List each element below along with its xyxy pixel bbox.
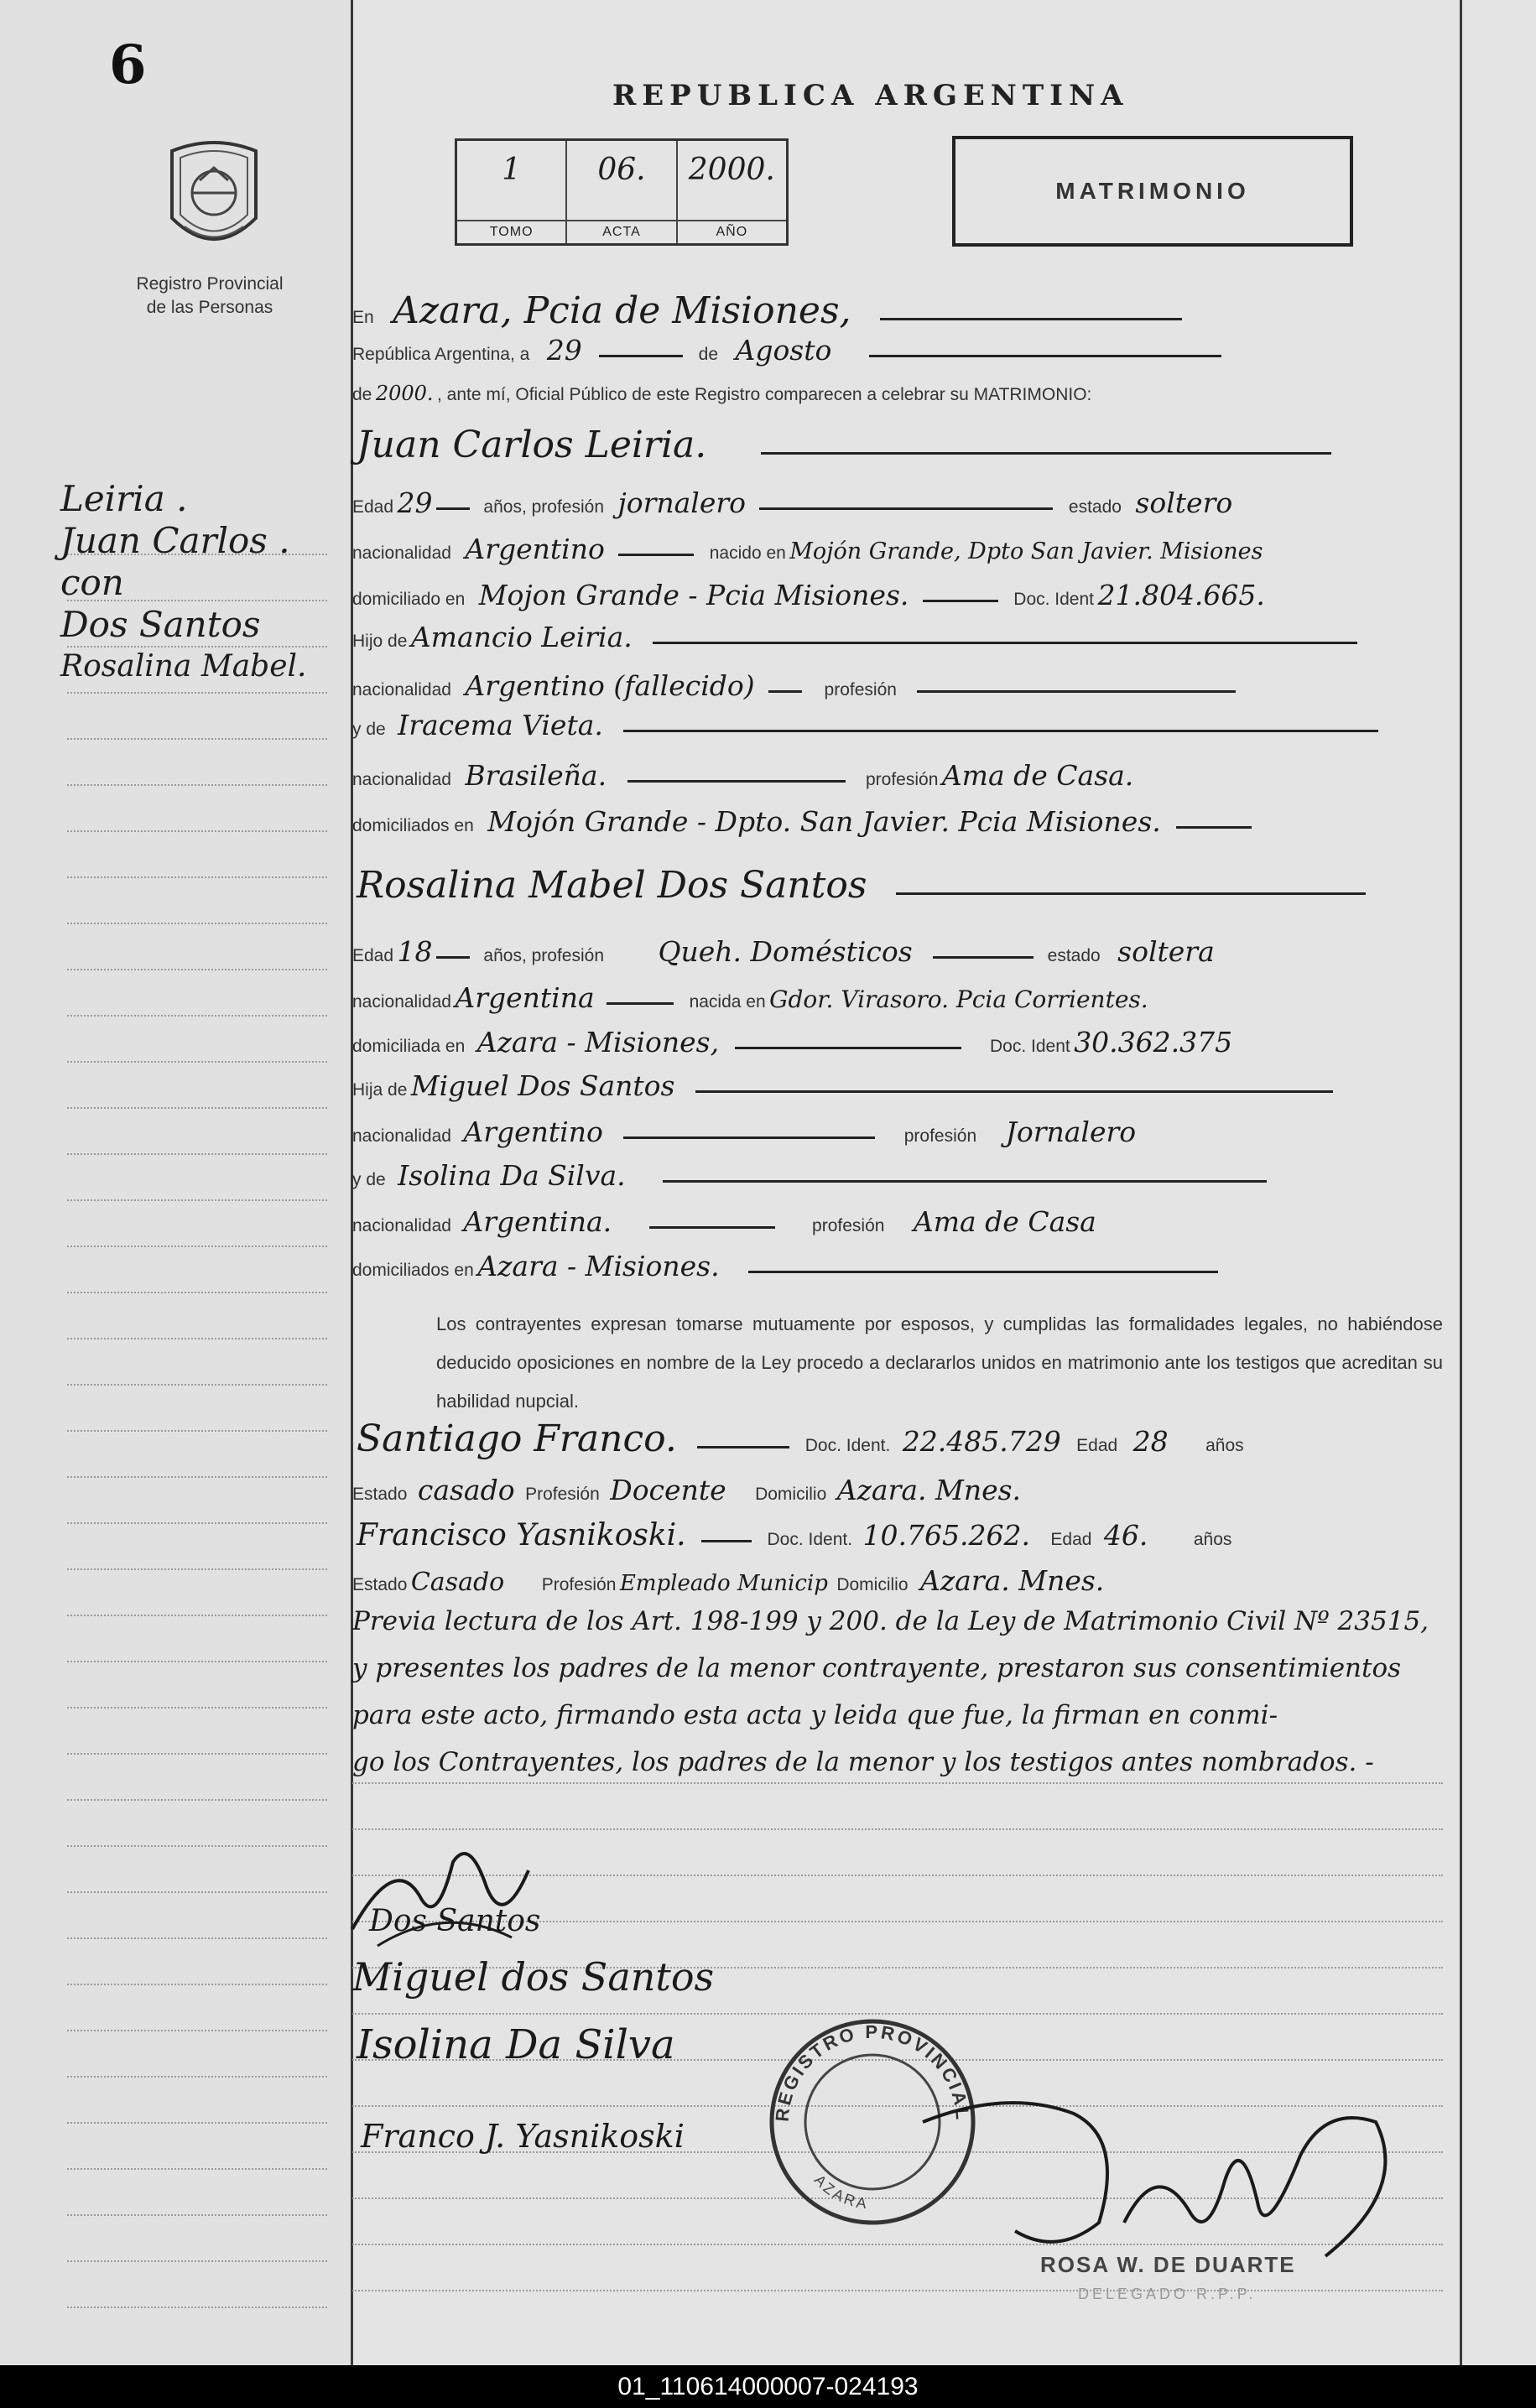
bride-father-profession: Jornalero <box>1005 1116 1137 1148</box>
profesion-label: Profesión <box>541 1575 617 1594</box>
anos-profesion-label: años, profesión <box>483 946 605 965</box>
bride-doc: 30.362.375 <box>1074 1026 1233 1058</box>
domiciliados-label: domiciliados en <box>352 816 474 835</box>
fill-line <box>618 554 694 556</box>
ano-label: AÑO <box>678 220 786 243</box>
ano-cell <box>678 141 786 243</box>
bride-father-nationality: Argentino <box>463 1116 603 1148</box>
anos-profesion-label: años, profesión <box>483 497 605 517</box>
fill-line <box>607 1002 674 1005</box>
tomo-cell <box>457 141 567 243</box>
fill-line <box>933 956 1034 959</box>
groom-father-line <box>352 621 1357 661</box>
ante-text: , ante mí, Oficial Público de este Registro comparecen a celebrar su MATRIMONIO: <box>436 385 1092 404</box>
groom-parents-domicile: Mojón Grande - Dpto. San Javier. Pcia Misiones. <box>487 805 1161 838</box>
intro-ante-line <box>352 382 1091 422</box>
domiciliado-label: domiciliado en <box>352 590 466 609</box>
fill-line <box>1176 826 1252 829</box>
domiciliada-label: domiciliada en <box>352 1037 466 1056</box>
bride-domicile-line <box>352 1026 1232 1066</box>
ano-value: 2000. <box>688 153 775 187</box>
anos-label: años <box>1193 1530 1232 1549</box>
groom-age: 29 <box>397 486 433 519</box>
acta-label: ACTA <box>567 220 675 243</box>
stamp-bottom-text: AZARA <box>810 2171 871 2213</box>
republica-label: República Argentina, a <box>352 345 530 364</box>
margin-note-line: Dos Santos <box>60 604 261 645</box>
bride-parents-domicile-line <box>352 1250 1218 1290</box>
edad-label: Edad <box>1076 1436 1118 1455</box>
bride-mother-profession: Ama de Casa <box>913 1205 1096 1238</box>
y-de-label: y de <box>352 720 386 739</box>
bride-nationality: Argentina <box>455 981 595 1014</box>
groom-name-line <box>352 424 1331 464</box>
profesion-label: profesión <box>824 680 897 700</box>
fill-line <box>923 600 998 602</box>
groom-profession: jornalero <box>617 486 746 519</box>
volume-act-year-box <box>455 138 789 246</box>
handwritten-note-line: y presentes los padres de la menor contrayente, prestaron sus consentimientos <box>352 1653 1402 1683</box>
fill-line <box>917 690 1236 693</box>
nacionalidad-label: nacionalidad <box>352 1216 451 1235</box>
witness1-details-line <box>352 1474 1021 1514</box>
fill-line <box>695 1090 1333 1093</box>
nacido-label: nacido en <box>709 543 786 563</box>
groom-mother-nationality: Brasileña. <box>465 759 607 792</box>
fill-line <box>653 642 1357 644</box>
fill-line <box>627 780 846 783</box>
nacionalidad-label: nacionalidad <box>352 770 451 789</box>
fill-line <box>768 690 802 693</box>
tomo-value: 1 <box>502 153 522 187</box>
margin-note-line: Juan Carlos . <box>60 520 290 561</box>
bride-father: Miguel Dos Santos <box>410 1069 675 1102</box>
page-number: 6 <box>109 34 147 96</box>
intro-date-line <box>352 334 1221 374</box>
groom-mother-profession: Ama de Casa. <box>941 759 1134 792</box>
witness1-doc: 22.485.729 <box>902 1425 1061 1458</box>
witness2-age: 46. <box>1103 1519 1148 1552</box>
profesion-label: profesión <box>812 1216 885 1235</box>
doc-label: Doc. Ident <box>990 1037 1070 1056</box>
official-title: DELEGADO R.P.P. <box>1078 2286 1257 2302</box>
fill-line <box>436 956 470 959</box>
handwritten-note-line: go los Contrayentes, los padres de la menor y los testigos antes nombrados. - <box>352 1747 1374 1777</box>
fill-line <box>735 1047 961 1049</box>
bride-age-line <box>352 935 1215 975</box>
estado-label: estado <box>1068 497 1122 517</box>
stamp-text: REGISTRO PROVINCIAL <box>771 2021 974 2123</box>
handwritten-note <box>352 1598 1451 1786</box>
hija-label: Hija de <box>352 1080 408 1100</box>
margin-note <box>60 478 306 688</box>
acta-value: 06. <box>597 153 646 187</box>
place-value: Azara, Pcia de Misiones, <box>393 289 851 332</box>
groom-mother-nationality-line <box>352 759 1133 799</box>
bride-parents-domicile: Azara - Misiones. <box>477 1250 720 1282</box>
document-title: REPUBLICA ARGENTINA <box>612 79 1129 112</box>
groom-status: soltero <box>1135 486 1233 519</box>
fill-line <box>701 1540 752 1542</box>
groom-birthplace: Mojón Grande, Dpto San Javier. Misiones <box>789 538 1263 564</box>
bride-name-line <box>352 864 1366 907</box>
bride-father-nationality-line <box>352 1116 1136 1156</box>
groom-father-nationality: Argentino (fallecido) <box>465 669 755 702</box>
witness2-line <box>352 1518 1231 1558</box>
y-de-label: y de <box>352 1170 386 1189</box>
fill-line <box>759 507 1053 510</box>
bride-domicile: Azara - Misiones, <box>476 1026 720 1058</box>
witness2-profession: Empleado Municip <box>619 1571 828 1596</box>
bride-nationality-line <box>352 981 1148 1022</box>
bride-name: Rosalina Mabel Dos Santos <box>357 864 867 907</box>
signature: Miguel dos Santos <box>352 1954 715 2000</box>
declaration-text: Los contrayentes expresan tomarse mutuamente por esposos, y cumplidas las formalidades legales, no habiéndose deducido oposiciones en nombre de la Ley procedo a declararlos unidos en matrimonio ante los testigos que acreditan su habilidad nupcial. <box>436 1313 1443 1412</box>
groom-parents-domicile-line <box>352 805 1252 845</box>
profesion-label: profesión <box>903 1126 977 1146</box>
de2-label: de <box>352 385 372 404</box>
groom-domicile-line <box>352 579 1265 619</box>
declaration-paragraph <box>352 1305 1443 1421</box>
margin-note-line: Rosalina Mabel. <box>60 649 307 684</box>
bride-status: soltera <box>1117 935 1215 968</box>
estado-label: estado <box>1047 946 1101 965</box>
fill-line <box>623 1136 875 1139</box>
witness2-doc: 10.765.262. <box>862 1519 1030 1552</box>
profesion-label: profesión <box>866 770 939 789</box>
footer-filename: 01_110614000007-024193 <box>0 2365 1536 2408</box>
doc-label: Doc. Ident. <box>804 1436 891 1455</box>
doc-label: Doc. Ident. <box>767 1530 853 1549</box>
year-value: 2000. <box>375 382 434 405</box>
fill-line <box>649 1226 775 1229</box>
witness1-name: Santiago Franco. <box>357 1417 677 1460</box>
edad-label: Edad <box>352 946 394 965</box>
official-name: ROSA W. DE DUARTE <box>1040 2252 1296 2277</box>
domiciliados-label: domiciliados en <box>352 1261 474 1280</box>
groom-domicile: Mojon Grande - Pcia Misiones. <box>478 579 909 611</box>
bride-profession: Queh. Domésticos <box>658 935 913 968</box>
bride-mother-nationality: Argentina. <box>463 1205 612 1238</box>
fill-line <box>436 507 470 510</box>
groom-nationality: Argentino <box>465 533 605 565</box>
margin-note-line: Leiria . <box>60 478 188 519</box>
bride-birthplace: Gdor. Virasoro. Pcia Corrientes. <box>769 986 1148 1013</box>
witness1-age: 28 <box>1132 1425 1169 1458</box>
nacionalidad-label: nacionalidad <box>352 543 451 563</box>
groom-father-nationality-line <box>352 669 1236 710</box>
fill-line <box>896 892 1366 895</box>
fill-line <box>869 355 1221 357</box>
anos-label: años <box>1205 1436 1244 1455</box>
margin-note-line: con <box>60 562 124 603</box>
provincial-seal-icon <box>159 134 268 260</box>
domicilio-label: Domicilio <box>755 1485 827 1504</box>
matrimonio-box: MATRIMONIO <box>952 136 1353 247</box>
handwritten-note-line: para este acto, firmando esta acta y leida que fue, la firman en conmi- <box>352 1700 1278 1730</box>
signature: Isolina Da Silva <box>357 2021 675 2068</box>
fill-line <box>599 355 683 357</box>
signature: Franco J. Yasnikoski <box>361 2118 685 2155</box>
witness1-status: casado <box>417 1474 515 1506</box>
witness1-profession: Docente <box>610 1474 726 1506</box>
bride-father-line <box>352 1069 1333 1110</box>
right-border-line <box>1460 0 1462 2365</box>
nacida-label: nacida en <box>689 992 766 1012</box>
official-signature-mark <box>906 2055 1409 2273</box>
intro-place-line <box>352 289 1182 330</box>
domicilio-label: Domicilio <box>836 1575 909 1594</box>
nacionalidad-label: nacionalidad <box>352 992 451 1012</box>
profesion-label: Profesión <box>525 1485 600 1504</box>
fill-line <box>748 1271 1218 1273</box>
fill-line <box>663 1180 1267 1183</box>
witness1-domicile: Azara. Mnes. <box>836 1474 1022 1506</box>
acta-cell <box>567 141 677 243</box>
witness2-domicile: Azara. Mnes. <box>919 1564 1105 1597</box>
hijo-label: Hijo de <box>352 632 408 651</box>
fill-line <box>697 1446 789 1448</box>
witness2-status: Casado <box>410 1568 505 1597</box>
fill-line <box>880 318 1182 320</box>
estado-label: Estado <box>352 1575 408 1594</box>
bride-age: 18 <box>397 935 433 968</box>
handwritten-note-line: Previa lectura de los Art. 198-199 y 200. de la Ley de Matrimonio Civil Nº 23515, <box>352 1606 1429 1636</box>
bride-mother-line <box>352 1159 1267 1199</box>
registry-name: Registro Provincial de las Personas <box>136 274 284 317</box>
fill-line <box>761 452 1331 455</box>
bride-mother-nationality-line <box>352 1205 1096 1246</box>
nacionalidad-label: nacionalidad <box>352 1126 451 1146</box>
groom-nationality-line <box>352 533 1263 573</box>
groom-name: Juan Carlos Leiria. <box>357 424 707 466</box>
edad-label: Edad <box>1050 1530 1092 1549</box>
edad-label: Edad <box>352 497 394 517</box>
doc-label: Doc. Ident <box>1013 590 1095 609</box>
left-margin-column <box>0 0 352 2365</box>
groom-age-line <box>352 486 1232 527</box>
signature: Dos Santos <box>369 1904 541 1938</box>
fill-line <box>623 730 1378 732</box>
witness1-line <box>352 1417 1244 1458</box>
groom-father: Amancio Leiria. <box>410 621 633 653</box>
nacionalidad-label: nacionalidad <box>352 680 451 700</box>
day-value: 29 <box>546 334 582 367</box>
de-label: de <box>698 345 719 364</box>
en-label: En <box>352 308 374 327</box>
groom-mother-line <box>352 709 1378 749</box>
estado-label: Estado <box>352 1485 408 1504</box>
groom-mother: Iracema Vieta. <box>398 709 603 741</box>
month-value: Agosto <box>735 334 832 367</box>
bride-mother: Isolina Da Silva. <box>398 1159 626 1192</box>
witness2-name: Francisco Yasnikoski. <box>357 1518 686 1552</box>
groom-doc: 21.804.665. <box>1097 579 1265 611</box>
tomo-label: TOMO <box>457 220 565 243</box>
